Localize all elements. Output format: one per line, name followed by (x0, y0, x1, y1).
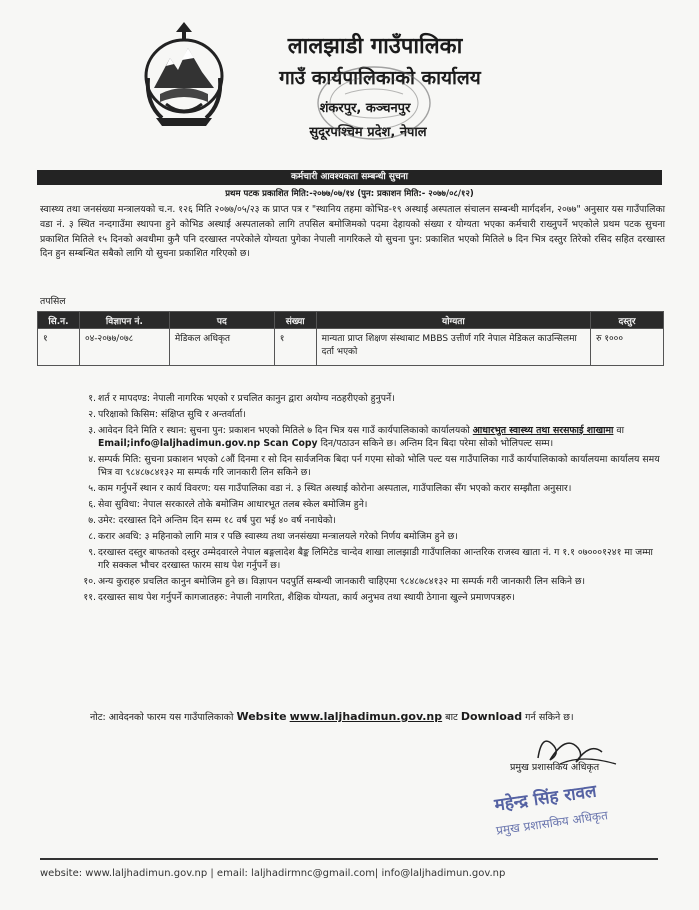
condition-number: ६. (88, 499, 96, 510)
note-mid: बाट (442, 712, 461, 723)
header-fee: दस्तुर (591, 312, 664, 329)
office-name: गाउँ कार्यपालिकाको कार्यालय (279, 67, 481, 89)
condition-text-part: वा (613, 425, 624, 436)
cell-serial: १ (38, 329, 80, 366)
website-link[interactable]: www.laljhadimun.gov.np (289, 710, 443, 723)
list-item (62, 530, 662, 543)
table-header-row (38, 312, 664, 329)
condition-text: अन्य कुराहरु प्रचलित कानुन बमोजिम हुने छ। विज्ञापन पदपुर्ति सम्बन्धी जानकारी चाहिएमा ९८४८७८४१३२ मा सम्पर्क गरी जानकारी लिन सकिने छ। (98, 576, 586, 587)
condition-number: ११. (83, 592, 96, 603)
list-item (62, 453, 662, 479)
header-ad-number: विज्ञापन नं. (79, 312, 169, 329)
condition-text-part: दिन/पठाउन सकिने छ। अन्तिम दिन बिदा परेमा सोको भोलिपल्ट सम्म। (317, 438, 554, 449)
condition-number: १. (88, 393, 96, 404)
condition-number: ७. (88, 515, 96, 526)
condition-text: उमेर: दरखास्त दिने अन्तिम दिन सम्म १८ वर्ष पुरा भई ४० वर्ष ननाघेको। (98, 515, 336, 526)
list-item (62, 514, 662, 527)
condition-text: परिक्षाको किसिम: संक्षिप्त सुचि र अन्तर्वार्ता। (98, 409, 246, 420)
note-suffix: गर्न सकिने छ। (522, 712, 574, 723)
list-item (62, 546, 662, 572)
condition-text: दरखास्त दस्तुर बाफतको दस्तुर उम्मेदवारले नेपाल बङ्गलादेश बैङ्क लिमिटेड चान्देव शाखा लालझाडी गाउँपालिका आन्तरिक राजस्व खाता नं. ग १.१ ०७०००१२४१ मा जम्मा गरि सक्कल भौचर दरखास्त फारम साथ पेश गर्नुपर्ने छ। (98, 547, 653, 571)
vacancy-table (37, 311, 664, 366)
stamp-name-text: महेन्द्र सिंह रावल (493, 781, 598, 816)
header-post: पद (169, 312, 274, 329)
list-item (62, 575, 662, 588)
note-prefix: नोट: आवेदनको फारम यस गाउँपालिकाको (90, 712, 237, 723)
condition-number: १०. (83, 576, 96, 587)
office-seal-icon (315, 64, 433, 142)
officer-stamp (490, 775, 640, 845)
list-item (62, 408, 662, 421)
condition-number: ३. (88, 425, 96, 436)
list-item (62, 424, 662, 450)
office-province: सुदूरपश्चिम प्रदेश, नेपाल (309, 125, 427, 140)
download-label: Download (460, 710, 523, 723)
table-row (38, 329, 664, 366)
condition-text: काम गर्नुपर्ने स्थान र कार्य विवरण: यस गाउँपालिका वडा नं. ३ स्थित अस्थाई कोरोना अस्पताल, गाउँपालिका सँग भएको करार सम्झौता अनुसार। (98, 483, 572, 494)
condition-text: सम्पर्क मिति: सुचना प्रकाशन भएको ८औं दिनमा र सो दिन सार्वजनिक बिदा पर्न गएमा सोको भोलि पल्ट यस गाउँपालिका गाउँ कार्यपालिकाको कार्यालयमा कार्यालय समय भित्र वा ९८४८७८४१३२ मा सम्पर्क गरि जानकारी लिन सकिने छ। (98, 454, 660, 478)
municipality-name: लालझाडी गाउँपालिका (287, 34, 463, 59)
header-qualification: योग्यता (316, 312, 590, 329)
intro-paragraph: स्वास्थ्य तथा जनसंख्या मन्त्रालयको च.न. १२६ मिति २०७७/०५/२३ क प्राप्त पत्र र "स्थानिय तहमा कोभिड-१९ अस्थाई अस्पताल संचालन सम्बन्धी मार्गदर्शन, २०७७" अनुसार यस गाउँपालिका वडा नं. ३ स्थित नन्दगाउँमा स्थापना हुने कोभिड अस्थाई अस्पतालको लागि तपसिल बमोजिमको पदमा देहायको संख्या र योग्यता भएका कर्मचारी राख्नुपर्ने भएकोले प्रथम पटक सुचना प्रकाशित मितिले १५ दिनको अवधीमा कुनै पनि दरखास्त नपरेकोले योग्यता पुगेका नेपाली नागरिकले यो सुचना पुन: प्रकाशित भएको मितिले ७ दिन भित्र दस्तुर तिरेको रसिद सहित दरखास्त दिन हुन सम्बन्धित सबैको लागि यो सुचना प्रकाशित गरिएको छ। (40, 204, 665, 260)
list-item (62, 482, 662, 495)
header-serial: सि.न. (38, 312, 80, 329)
cell-ad-number: ०४-२०७७/०७८ (79, 329, 169, 366)
stamp-title-text: प्रमुख प्रशासकिय अधिकृत (495, 808, 609, 838)
cell-fee: रु १००० (591, 329, 664, 366)
footer-contact: website: www.laljhadimun.gov.np | email: laljhadirmnc@gmail.com| info@laljhadimun.gov.np (40, 868, 506, 879)
condition-text-part: आवेदन दिने मिति र स्थान: सुचना पुन: प्रकाशन भएको मितिले ७ दिन भित्र यस गाउँ कार्यपालिकाको कार्यालयको (98, 425, 473, 436)
condition-text (98, 424, 662, 450)
footer-divider (40, 858, 658, 860)
publication-date-line: प्रथम पटक प्रकाशित मिति:-२०७७/०७/१४ (पुन: प्रकाशन मिति:- २०७७/०८/१२) (225, 189, 474, 199)
website-label: Website (236, 710, 287, 723)
condition-number: ८. (88, 531, 96, 542)
list-item (62, 392, 662, 405)
condition-text: सेवा सुविधा: नेपाल सरकारले तोके बमोजिम आधारभूत तलब स्केल बमोजिम हुने। (98, 499, 368, 510)
health-section-label: आधारभुत स्वास्थ्य तथा सरसफाई शाखामा (472, 425, 614, 436)
condition-text: करार अवधि: ३ महिनाको लागि मात्र र पछि स्वास्थ्य तथा जनसंख्या मन्त्रालयले गरेको निर्णय बमोजिम हुने छ। (98, 531, 458, 542)
condition-text: शर्त र मापदण्ड: नेपाली नागरिक भएको र प्रचलित कानुन द्वारा अयोग्य नठहरीएको हुनुपर्ने। (98, 393, 395, 404)
email-link[interactable]: Email;info@laljhadimun.gov.np Scan Copy (98, 438, 318, 449)
condition-text: दरखास्त साथ पेश गर्नुपर्ने कागजातहरु: नेपाली नागरिता, शैक्षिक योग्यता, कार्य अनुभव तथा स्थायी ठेगाना खुल्ने प्रमाणपत्रहरु। (98, 592, 515, 603)
list-item (62, 498, 662, 511)
condition-number: ९. (88, 547, 96, 558)
notice-title-bar: कर्मचारी आवश्यकता सम्बन्धी सुचना (37, 170, 662, 185)
office-location: शंकरपुर, कञ्चनपुर (319, 101, 411, 116)
condition-number: ४. (88, 454, 96, 465)
cell-count: १ (274, 329, 316, 366)
conditions-list (62, 392, 662, 607)
condition-number: २. (88, 409, 96, 420)
cell-qualification: मान्यता प्राप्त शिक्षण संस्थाबाट MBBS उत्तीर्ण गरि नेपाल मेडिकल काउन्सिलमा दर्ता भएको (316, 329, 590, 366)
tapsil-label: तपसिल (40, 296, 66, 307)
list-item (62, 591, 662, 604)
condition-number: ५. (88, 483, 96, 494)
signatory-title: प्रमुख प्रशासकिय अधिकृत (510, 762, 600, 773)
download-note (90, 710, 574, 723)
cell-post: मेडिकल अधिकृत (169, 329, 274, 366)
header-count: संख्या (274, 312, 316, 329)
nepal-emblem-icon (140, 18, 228, 134)
